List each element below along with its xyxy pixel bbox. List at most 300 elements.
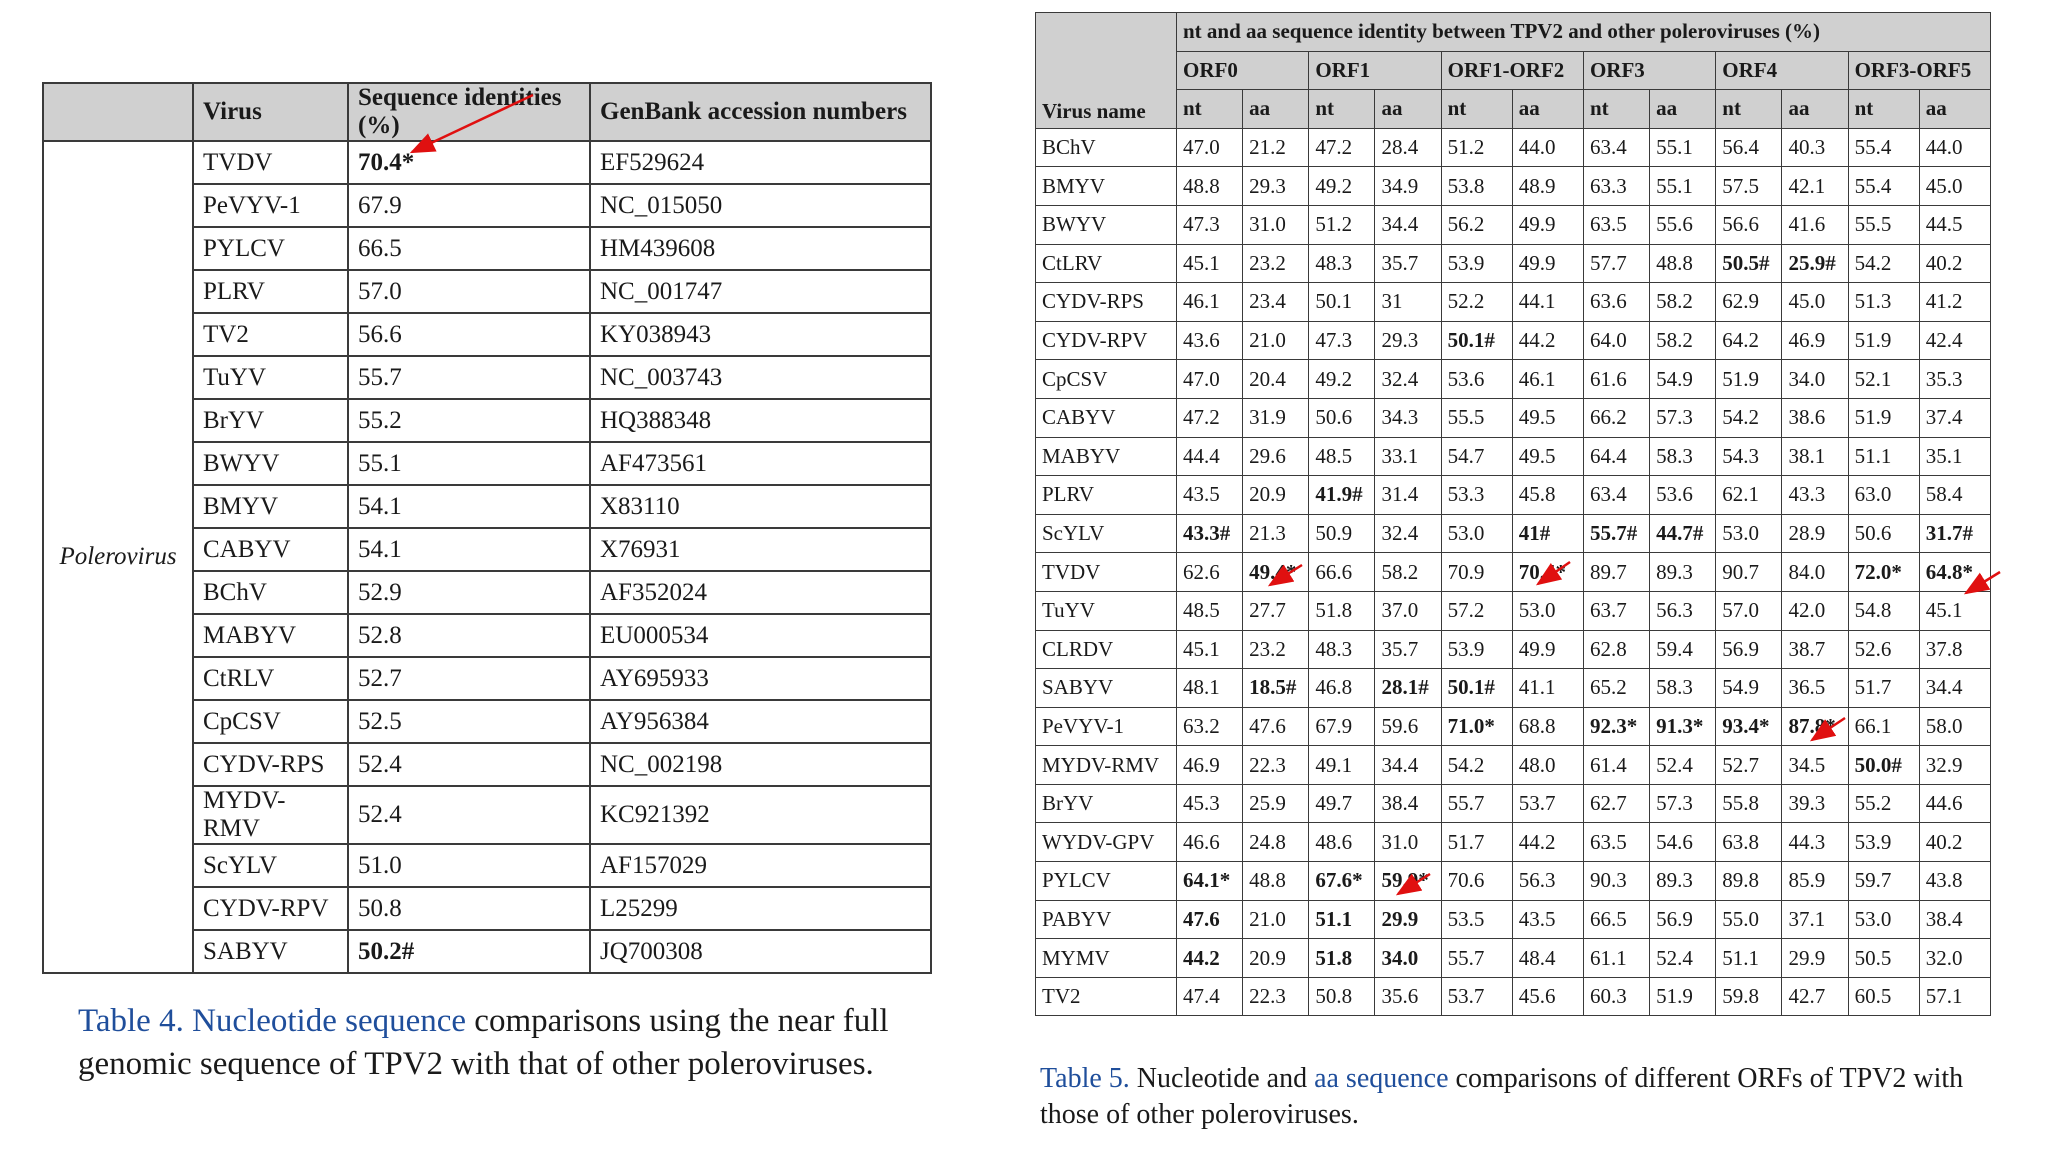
table-cell: 52.4 (1650, 939, 1716, 978)
virus-name-cell: TVDV (1036, 553, 1177, 592)
orf-header: ORF1 (1309, 51, 1441, 90)
table-cell: 37.8 (1919, 630, 1990, 669)
table-cell: 55.0 (1716, 900, 1782, 939)
table-cell: 29.9 (1375, 900, 1441, 939)
caption-link[interactable]: aa sequence (1314, 1063, 1449, 1094)
table-cell: 64.1* (1177, 862, 1243, 901)
table-cell: 31.9 (1243, 398, 1309, 437)
table-cell: 45.1 (1919, 591, 1990, 630)
table-cell: 54.3 (1716, 437, 1782, 476)
table-cell: 50.8 (1309, 977, 1375, 1016)
virus-name-cell: ScYLV (1036, 514, 1177, 553)
table-cell: 54.1 (348, 485, 590, 528)
table-cell: 54.1 (348, 528, 590, 571)
table-cell: 59.6 (1375, 707, 1441, 746)
table-cell: 67.6* (1309, 862, 1375, 901)
table-cell: 37.4 (1919, 398, 1990, 437)
table-cell: 50.6 (1848, 514, 1919, 553)
virus-name-cell: CtLRV (1036, 244, 1177, 283)
table-cell: 89.3 (1650, 862, 1716, 901)
table-cell: 55.5 (1848, 205, 1919, 244)
table-cell: 52.9 (348, 571, 590, 614)
table-cell: 55.7 (1441, 939, 1512, 978)
table-cell: 41.2 (1919, 283, 1990, 322)
table-cell: 44.4 (1177, 437, 1243, 476)
table-cell: TV2 (193, 313, 348, 356)
table-cell: 91.3* (1650, 707, 1716, 746)
table-cell: 52.6 (1848, 630, 1919, 669)
table-cell: 53.0 (1716, 514, 1782, 553)
table-cell: 35.3 (1919, 360, 1990, 399)
table-cell: 63.4 (1583, 476, 1649, 515)
table-cell: 52.4 (348, 743, 590, 786)
table-cell: 89.8 (1716, 862, 1782, 901)
table-cell: 21.2 (1243, 128, 1309, 167)
arrow-annotation (1538, 562, 1570, 584)
arrow-annotation (412, 95, 533, 152)
virus-name-cell: WYDV-GPV (1036, 823, 1177, 862)
table-cell: 25.9 (1243, 784, 1309, 823)
table-cell: 92.3* (1583, 707, 1649, 746)
table-cell: 42.7 (1782, 977, 1848, 1016)
table-cell: 57.0 (1716, 591, 1782, 630)
table-cell: 59.8 (1716, 977, 1782, 1016)
orf-header: ORF3 (1583, 51, 1715, 90)
table-cell: 49.2 (1309, 167, 1375, 206)
table-cell: 58.2 (1650, 321, 1716, 360)
table-cell: 55.1 (1650, 128, 1716, 167)
table-cell: 45.8 (1512, 476, 1583, 515)
table-cell: 67.9 (348, 184, 590, 227)
table-cell: CABYV (193, 528, 348, 571)
table-cell: 64.8* (1919, 553, 1990, 592)
table-cell: 57.3 (1650, 784, 1716, 823)
table-cell: TuYV (193, 356, 348, 399)
table-cell: 63.6 (1583, 283, 1649, 322)
table-cell: 56.4 (1716, 128, 1782, 167)
table-cell: EU000534 (590, 614, 931, 657)
table-cell: 52.4 (348, 786, 590, 844)
table-cell: 20.9 (1243, 939, 1309, 978)
table-cell: 61.4 (1583, 746, 1649, 785)
table-cell: 66.5 (1583, 900, 1649, 939)
table-cell: 68.8 (1512, 707, 1583, 746)
table-cell: 59.4 (1650, 630, 1716, 669)
table-cell: 42.1 (1782, 167, 1848, 206)
nt-header: nt (1716, 90, 1782, 129)
table-cell: 31.4 (1375, 476, 1441, 515)
table-cell: 32.4 (1375, 360, 1441, 399)
aa-header: aa (1243, 90, 1309, 129)
table-cell: 52.8 (348, 614, 590, 657)
table-cell: 66.6 (1309, 553, 1375, 592)
table-cell: 47.2 (1309, 128, 1375, 167)
table-cell: 34.5 (1782, 746, 1848, 785)
table-cell: AF473561 (590, 442, 931, 485)
table-cell: 51.3 (1848, 283, 1919, 322)
aa-header: aa (1512, 90, 1583, 129)
table-cell: 51.9 (1716, 360, 1782, 399)
table-cell: 93.4* (1716, 707, 1782, 746)
table-cell: 22.3 (1243, 746, 1309, 785)
table-cell: 65.2 (1583, 669, 1649, 708)
table-cell: 46.8 (1309, 669, 1375, 708)
table-cell: 49.1 (1309, 746, 1375, 785)
table-cell: 58.3 (1650, 669, 1716, 708)
table-cell: 44.0 (1919, 128, 1990, 167)
caption-text: comparisons using the near full genomic sequence of TPV2 with that of other poleroviruses. (78, 1003, 889, 1082)
table-cell: 57.2 (1441, 591, 1512, 630)
table-cell: 52.2 (1441, 283, 1512, 322)
table-cell: 45.6 (1512, 977, 1583, 1016)
column-header: GenBank accession numbers (590, 83, 931, 141)
virus-name-cell: CpCSV (1036, 360, 1177, 399)
table-cell: 44.2 (1512, 321, 1583, 360)
table-cell: 47.3 (1309, 321, 1375, 360)
virus-name-cell: MABYV (1036, 437, 1177, 476)
table-cell: 47.4 (1177, 977, 1243, 1016)
table-cell: PYLCV (193, 227, 348, 270)
table-cell: 34.4 (1375, 205, 1441, 244)
table-cell: 38.6 (1782, 398, 1848, 437)
table-cell: 55.5 (1441, 398, 1512, 437)
table-cell: 36.5 (1782, 669, 1848, 708)
table-cell: 58.2 (1650, 283, 1716, 322)
table-cell: 70.9 (1441, 553, 1512, 592)
table-cell: 51.1 (1309, 900, 1375, 939)
orf-header: ORF4 (1716, 51, 1848, 90)
table-cell: 27.7 (1243, 591, 1309, 630)
table-cell: 63.8 (1716, 823, 1782, 862)
table-cell: 46.9 (1782, 321, 1848, 360)
table-cell: 35.1 (1919, 437, 1990, 476)
table-cell: X83110 (590, 485, 931, 528)
arrow-annotation (1966, 572, 2000, 593)
table-cell: 70.4* (1512, 553, 1583, 592)
table-cell: 54.9 (1650, 360, 1716, 399)
table-cell: 39.3 (1782, 784, 1848, 823)
table-cell: 50.1# (1441, 669, 1512, 708)
table-cell: 63.3 (1583, 167, 1649, 206)
table-cell: 66.2 (1583, 398, 1649, 437)
table-cell: 23.2 (1243, 244, 1309, 283)
table-cell: 41# (1512, 514, 1583, 553)
table-cell: 18.5# (1243, 669, 1309, 708)
aa-header: aa (1375, 90, 1441, 129)
table-cell: 46.1 (1177, 283, 1243, 322)
virus-name-cell: MYDV-RMV (1036, 746, 1177, 785)
table-cell: 57.3 (1650, 398, 1716, 437)
table-cell: 54.2 (1716, 398, 1782, 437)
table-cell: 47.6 (1177, 900, 1243, 939)
table-cell: 46.1 (1512, 360, 1583, 399)
table-cell: 72.0* (1848, 553, 1919, 592)
caption-label: Table 5. (1040, 1063, 1130, 1094)
virus-name-cell: BWYV (1036, 205, 1177, 244)
table-cell: 20.9 (1243, 476, 1309, 515)
table-cell: 45.3 (1177, 784, 1243, 823)
table-cell: 58.3 (1650, 437, 1716, 476)
table-cell: 54.8 (1848, 591, 1919, 630)
table-cell: 34.4 (1375, 746, 1441, 785)
table-cell: 49.2 (1309, 360, 1375, 399)
table-cell: 56.9 (1716, 630, 1782, 669)
table-cell: 61.1 (1583, 939, 1649, 978)
table-cell: 53.6 (1650, 476, 1716, 515)
table-cell: 51.7 (1441, 823, 1512, 862)
table-cell: PLRV (193, 270, 348, 313)
table-cell: 48.3 (1309, 630, 1375, 669)
table-cell: BMYV (193, 485, 348, 528)
table-cell: 34.0 (1375, 939, 1441, 978)
column-header: Sequence identities (%) (348, 83, 590, 141)
table-cell: AY956384 (590, 700, 931, 743)
table-cell: 51.0 (348, 844, 590, 887)
caption-link[interactable]: Nucleotide sequence (192, 1003, 467, 1039)
table-cell: 47.6 (1243, 707, 1309, 746)
virus-name-cell: BChV (1036, 128, 1177, 167)
table-cell: 52.1 (1848, 360, 1919, 399)
table-cell: 58.0 (1919, 707, 1990, 746)
table-cell: 50.6 (1309, 398, 1375, 437)
table-cell: 32.9 (1919, 746, 1990, 785)
table-cell: 53.9 (1441, 244, 1512, 283)
table-cell: 34.9 (1375, 167, 1441, 206)
aa-header: aa (1782, 90, 1848, 129)
table-cell: 49.9 (1512, 244, 1583, 283)
table-cell: 51.1 (1716, 939, 1782, 978)
table-cell: 45.0 (1782, 283, 1848, 322)
virus-name-cell: CYDV-RPV (1036, 321, 1177, 360)
table-cell: NC_015050 (590, 184, 931, 227)
table-cell: 55.7 (1441, 784, 1512, 823)
orf-header: ORF1-ORF2 (1441, 51, 1583, 90)
table-cell: 50.0# (1848, 746, 1919, 785)
table-cell: 51.2 (1309, 205, 1375, 244)
table-cell: 51.8 (1309, 591, 1375, 630)
table-cell: 31.0 (1375, 823, 1441, 862)
table-cell: 43.5 (1177, 476, 1243, 515)
table-cell: 40.3 (1782, 128, 1848, 167)
table-cell: 31 (1375, 283, 1441, 322)
table-cell: 47.2 (1177, 398, 1243, 437)
table-cell: 55.4 (1848, 167, 1919, 206)
table-cell: 49.4* (1243, 553, 1309, 592)
table-cell: 51.9 (1848, 398, 1919, 437)
table-cell: CYDV-RPS (193, 743, 348, 786)
table-cell: 52.7 (1716, 746, 1782, 785)
table-cell: 58.2 (1375, 553, 1441, 592)
table-cell: 53.7 (1512, 784, 1583, 823)
virus-name-cell: PeVYV-1 (1036, 707, 1177, 746)
arrow-annotation (1398, 874, 1430, 894)
nt-header: nt (1848, 90, 1919, 129)
table-cell: JQ700308 (590, 930, 931, 973)
table-cell: 42.4 (1919, 321, 1990, 360)
table-cell: 48.8 (1177, 167, 1243, 206)
table-cell: 32.4 (1375, 514, 1441, 553)
nt-header: nt (1309, 90, 1375, 129)
table-cell: 48.6 (1309, 823, 1375, 862)
table-cell: 44.1 (1512, 283, 1583, 322)
table-cell: 55.6 (1650, 205, 1716, 244)
table-cell: 48.8 (1243, 862, 1309, 901)
table-cell: 21.3 (1243, 514, 1309, 553)
table-cell: 53.0 (1848, 900, 1919, 939)
table-cell: 50.8 (348, 887, 590, 930)
table-cell: SABYV (193, 930, 348, 973)
table-cell: 37.1 (1782, 900, 1848, 939)
table-cell: 28.1# (1375, 669, 1441, 708)
table-cell: 62.1 (1716, 476, 1782, 515)
table-cell: 47.0 (1177, 360, 1243, 399)
table-cell: 50.5# (1716, 244, 1782, 283)
virus-name-cell: BrYV (1036, 784, 1177, 823)
table-cell: BrYV (193, 399, 348, 442)
table-cell: 51.7 (1848, 669, 1919, 708)
table-cell: 54.7 (1441, 437, 1512, 476)
table-cell: CpCSV (193, 700, 348, 743)
table-cell: 23.4 (1243, 283, 1309, 322)
table-cell: 63.4 (1583, 128, 1649, 167)
table-cell: 29.3 (1243, 167, 1309, 206)
table-cell: 48.5 (1177, 591, 1243, 630)
table-cell: 43.3 (1782, 476, 1848, 515)
table-cell: 23.2 (1243, 630, 1309, 669)
table-cell: NC_001747 (590, 270, 931, 313)
virus-name-cell: CABYV (1036, 398, 1177, 437)
table-cell: 28.9 (1782, 514, 1848, 553)
table-cell: 44.7# (1650, 514, 1716, 553)
table-cell: 47.0 (1177, 128, 1243, 167)
column-header: Virus (193, 83, 348, 141)
table-cell: 53.0 (1512, 591, 1583, 630)
table-cell: 20.4 (1243, 360, 1309, 399)
table-cell: TVDV (193, 141, 348, 184)
table-cell: 21.0 (1243, 321, 1309, 360)
table-cell: 48.5 (1309, 437, 1375, 476)
table-cell: 63.5 (1583, 823, 1649, 862)
nt-header: nt (1583, 90, 1649, 129)
table-cell: 44.6 (1919, 784, 1990, 823)
table-cell: 53.9 (1441, 630, 1512, 669)
table-cell: 43.3# (1177, 514, 1243, 553)
table-cell: MABYV (193, 614, 348, 657)
table-cell: HQ388348 (590, 399, 931, 442)
table-cell: 52.7 (348, 657, 590, 700)
table-cell: 55.7 (348, 356, 590, 399)
table-cell: HM439608 (590, 227, 931, 270)
table-cell: BChV (193, 571, 348, 614)
virus-name-header: Virus name (1036, 13, 1177, 129)
table-cell: 32.0 (1919, 939, 1990, 978)
table-cell: 25.9# (1782, 244, 1848, 283)
table-cell: 53.7 (1441, 977, 1512, 1016)
table-cell: 66.5 (348, 227, 590, 270)
table-cell: 35.7 (1375, 244, 1441, 283)
table-cell: 57.1 (1919, 977, 1990, 1016)
table-cell: 55.7# (1583, 514, 1649, 553)
table-cell: 34.4 (1919, 669, 1990, 708)
table-cell: 44.5 (1919, 205, 1990, 244)
table-cell: 89.7 (1583, 553, 1649, 592)
table-cell: 48.3 (1309, 244, 1375, 283)
table-cell: 87.8* (1782, 707, 1848, 746)
table-5-title-header: nt and aa sequence identity between TPV2 and other poleroviruses (%) (1177, 13, 1991, 52)
table-cell: KY038943 (590, 313, 931, 356)
virus-name-cell: CLRDV (1036, 630, 1177, 669)
table-cell: 54.9 (1716, 669, 1782, 708)
table-cell: 29.3 (1375, 321, 1441, 360)
table-cell: 63.0 (1848, 476, 1919, 515)
table-cell: 55.1 (1650, 167, 1716, 206)
table-cell: 62.9 (1716, 283, 1782, 322)
table-cell: 44.2 (1177, 939, 1243, 978)
table-cell: 64.2 (1716, 321, 1782, 360)
table-cell: 90.3 (1583, 862, 1649, 901)
table-cell: 31.0 (1243, 205, 1309, 244)
table-cell: AY695933 (590, 657, 931, 700)
table-cell: 50.2# (348, 930, 590, 973)
table-cell: 47.3 (1177, 205, 1243, 244)
table-cell: 49.9 (1512, 630, 1583, 669)
table-cell: 70.4* (348, 141, 590, 184)
table-cell: 49.9 (1512, 205, 1583, 244)
table-cell: MYDV-RMV (193, 786, 348, 844)
table-cell: 31.7# (1919, 514, 1990, 553)
table-cell: 51.8 (1309, 939, 1375, 978)
table-cell: 64.0 (1583, 321, 1649, 360)
virus-name-cell: MYMV (1036, 939, 1177, 978)
table-cell: 54.6 (1650, 823, 1716, 862)
table-cell: L25299 (590, 887, 931, 930)
table-cell: 90.7 (1716, 553, 1782, 592)
table-cell: 21.0 (1243, 900, 1309, 939)
table-cell: CYDV-RPV (193, 887, 348, 930)
table-cell: 62.7 (1583, 784, 1649, 823)
table-cell: 46.9 (1177, 746, 1243, 785)
table-cell: 53.3 (1441, 476, 1512, 515)
table-cell: 29.6 (1243, 437, 1309, 476)
table-cell: 56.6 (1716, 205, 1782, 244)
table-cell: 59.7 (1848, 862, 1919, 901)
table-cell: 52.5 (348, 700, 590, 743)
table-cell: 60.5 (1848, 977, 1919, 1016)
aa-header: aa (1919, 90, 1990, 129)
table-cell: 46.6 (1177, 823, 1243, 862)
nt-header: nt (1177, 90, 1243, 129)
table-cell: 34.0 (1782, 360, 1848, 399)
table-cell: 71.0* (1441, 707, 1512, 746)
table-cell: AF157029 (590, 844, 931, 887)
table-cell: 48.8 (1650, 244, 1716, 283)
table-cell: 63.7 (1583, 591, 1649, 630)
table-cell: 35.7 (1375, 630, 1441, 669)
table-cell: 55.2 (1848, 784, 1919, 823)
virus-name-cell: PABYV (1036, 900, 1177, 939)
table-cell: 45.1 (1177, 630, 1243, 669)
table-cell: 49.5 (1512, 398, 1583, 437)
virus-name-cell: PLRV (1036, 476, 1177, 515)
table-cell: 62.6 (1177, 553, 1243, 592)
table-cell: 59.9* (1375, 862, 1441, 901)
table-cell: 35.6 (1375, 977, 1441, 1016)
table-cell: 45.0 (1919, 167, 1990, 206)
table-cell: 50.5 (1848, 939, 1919, 978)
table-cell: 48.9 (1512, 167, 1583, 206)
nt-header: nt (1441, 90, 1512, 129)
table-cell: 51.1 (1848, 437, 1919, 476)
